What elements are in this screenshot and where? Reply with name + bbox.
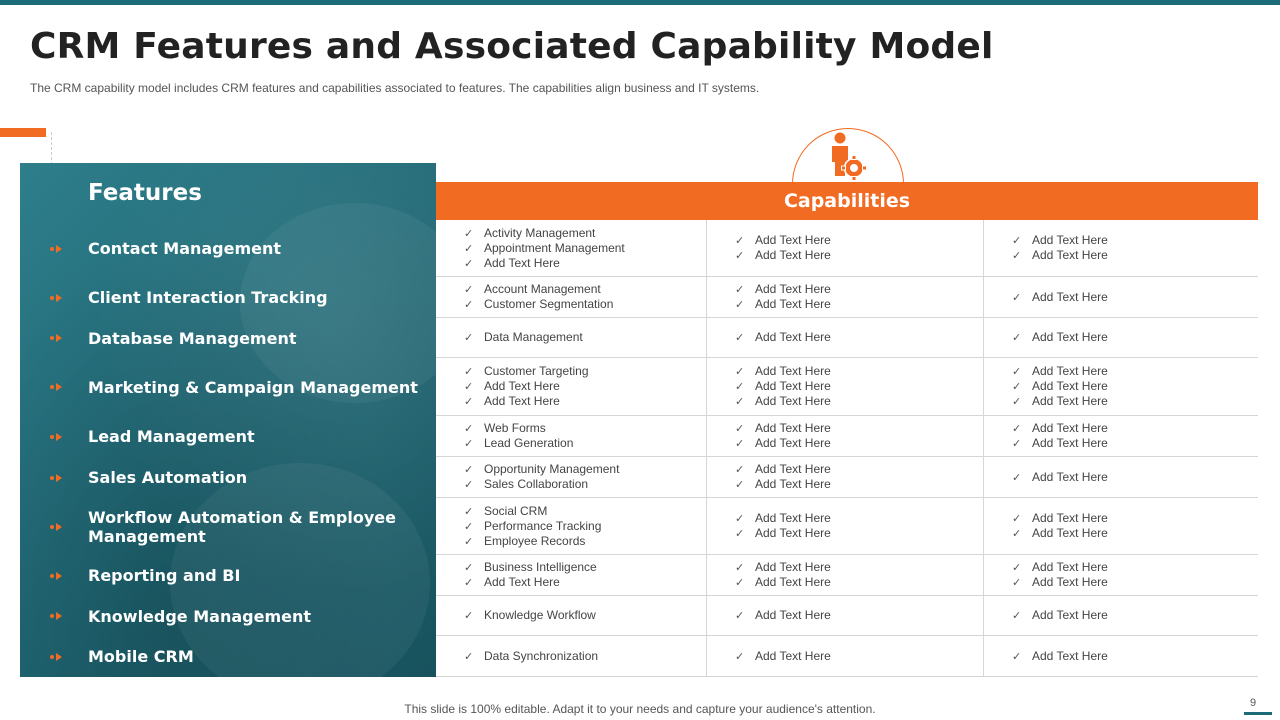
capability-cell <box>983 358 1258 415</box>
capability-text: Add Text Here <box>755 608 831 622</box>
check-icon: ✓ <box>1012 332 1022 344</box>
capability-cell <box>706 457 983 497</box>
capability-text: Add Text Here <box>1032 289 1108 304</box>
capability-item <box>735 379 983 394</box>
capability-text: Add Text Here <box>1032 648 1108 663</box>
capability-text: Add Text Here <box>755 248 831 262</box>
check-icon: ✓ <box>464 242 474 255</box>
check-icon: ✓ <box>735 396 745 408</box>
capability-cell <box>706 596 983 635</box>
capability-text: Add Text Here <box>755 364 831 378</box>
footer-note: This slide is 100% editable. Adapt it to your needs and capture your audience's attention. <box>404 702 876 716</box>
check-icon: ✓ <box>1012 528 1022 540</box>
capability-cell <box>436 318 706 357</box>
dot-arrow-icon <box>50 293 68 303</box>
check-icon: ✓ <box>464 366 474 378</box>
capability-cell <box>706 277 983 317</box>
feature-item <box>20 555 436 596</box>
dot-arrow-icon <box>50 382 68 392</box>
feature-item <box>20 596 436 636</box>
capability-item <box>735 436 983 451</box>
capability-cell <box>983 277 1258 317</box>
capability-item <box>464 394 706 409</box>
check-icon: ✓ <box>1012 423 1022 435</box>
capability-row <box>436 636 1258 677</box>
capability-item <box>1012 608 1258 623</box>
capability-item <box>464 379 706 394</box>
check-icon: ✓ <box>464 381 474 393</box>
capability-item <box>735 608 983 623</box>
check-icon: ✓ <box>464 423 474 435</box>
check-icon: ✓ <box>1012 381 1022 393</box>
capability-text: Add Text Here <box>755 575 831 589</box>
check-icon: ✓ <box>1012 610 1022 622</box>
feature-item <box>20 457 436 498</box>
check-icon: ✓ <box>1012 235 1022 247</box>
capability-item <box>464 241 706 256</box>
capability-text: Sales Collaboration <box>484 477 589 491</box>
feature-label: Mobile CRM <box>88 647 194 666</box>
check-icon: ✓ <box>1012 513 1022 525</box>
capability-item <box>464 519 706 534</box>
person-gear-icon <box>826 130 870 180</box>
feature-item <box>20 220 436 277</box>
check-icon: ✓ <box>464 464 474 476</box>
capability-item <box>464 575 706 590</box>
check-icon: ✓ <box>464 396 474 408</box>
capability-cell <box>983 636 1258 676</box>
feature-label: Reporting and BI <box>88 566 241 585</box>
capability-item <box>464 608 706 623</box>
capability-item <box>464 560 706 575</box>
capability-row <box>436 416 1258 457</box>
capability-text: Add Text Here <box>755 648 831 663</box>
dot-arrow-icon <box>50 473 68 483</box>
check-icon: ✓ <box>735 423 745 435</box>
capability-row <box>436 498 1258 555</box>
capability-text: Add Text Here <box>755 436 831 450</box>
dot-arrow-icon <box>50 652 68 662</box>
capability-item <box>1012 394 1258 409</box>
capability-item <box>464 256 706 271</box>
capability-item <box>1012 421 1258 436</box>
capability-cell <box>436 277 706 317</box>
capability-item <box>735 511 983 526</box>
capability-text: Add Text Here <box>1032 608 1108 622</box>
check-icon: ✓ <box>1012 650 1022 663</box>
capability-cell <box>983 220 1258 276</box>
check-icon: ✓ <box>735 562 745 574</box>
capability-item <box>1012 470 1258 485</box>
capability-item <box>735 477 983 492</box>
dot-arrow-icon <box>50 571 68 581</box>
capability-text: Add Text Here <box>1032 394 1108 408</box>
check-icon: ✓ <box>735 250 745 262</box>
check-icon: ✓ <box>735 610 745 622</box>
capability-item <box>735 526 983 541</box>
capability-item <box>735 330 983 345</box>
capability-text: Add Text Here <box>1032 330 1108 344</box>
capability-item <box>464 649 706 664</box>
capability-item <box>464 436 706 451</box>
capability-item <box>464 504 706 519</box>
capability-item <box>1012 526 1258 541</box>
capability-cell <box>436 498 706 554</box>
capability-item <box>735 421 983 436</box>
capability-cell <box>706 555 983 595</box>
feature-item <box>20 416 436 457</box>
capability-row <box>436 457 1258 498</box>
capability-text: Business Intelligence <box>484 560 597 574</box>
feature-label: Database Management <box>88 328 297 348</box>
capability-item <box>464 282 706 297</box>
capability-text: Add Text Here <box>1032 233 1108 247</box>
capability-item <box>464 297 706 312</box>
slide-title: CRM Features and Associated Capability Model <box>30 26 994 67</box>
check-icon: ✓ <box>735 235 745 247</box>
capability-item <box>1012 290 1258 305</box>
capability-cell <box>983 498 1258 554</box>
capability-text: Add Text Here <box>755 421 831 435</box>
capability-text: Add Text Here <box>1032 364 1108 378</box>
capability-text: Web Forms <box>484 421 546 435</box>
page-number: 9 <box>1250 697 1257 709</box>
check-icon: ✓ <box>735 577 745 589</box>
capability-text: Add Text Here <box>755 511 831 525</box>
capability-text: Performance Tracking <box>484 518 602 533</box>
capability-cell <box>436 596 706 635</box>
slide-subtitle: The CRM capability model includes CRM features and capabilities associated to features. The capabilities align business and IT systems. <box>30 81 760 95</box>
capability-text: Customer Segmentation <box>484 297 614 311</box>
feature-item <box>20 358 436 416</box>
capability-cell <box>706 498 983 554</box>
check-icon: ✓ <box>464 284 474 296</box>
orange-accent-tab <box>0 128 46 137</box>
capability-text: Add Text Here <box>1032 421 1108 435</box>
capability-text: Add Text Here <box>1032 560 1108 574</box>
capabilities-heading: Capabilities <box>783 190 911 212</box>
capability-item <box>1012 379 1258 394</box>
features-panel <box>20 163 436 677</box>
capability-item <box>464 226 706 241</box>
capability-text: Knowledge Workflow <box>484 608 596 622</box>
check-icon: ✓ <box>735 438 745 450</box>
check-icon: ✓ <box>1012 577 1022 589</box>
capability-item <box>735 364 983 379</box>
capability-item <box>464 330 706 345</box>
check-icon: ✓ <box>464 299 474 311</box>
capability-text: Add Text Here <box>1032 248 1108 262</box>
capability-item <box>1012 575 1258 590</box>
capability-row <box>436 596 1258 636</box>
capability-text: Add Text Here <box>1032 469 1108 484</box>
check-icon: ✓ <box>1012 438 1022 450</box>
capability-text: Social CRM <box>484 503 548 518</box>
check-icon: ✓ <box>1012 562 1022 574</box>
features-heading: Features <box>88 180 202 206</box>
dot-arrow-icon <box>50 244 68 254</box>
check-icon: ✓ <box>464 562 474 574</box>
check-icon: ✓ <box>464 535 474 548</box>
capability-cell <box>706 636 983 676</box>
capability-text: Add Text Here <box>1032 436 1108 450</box>
check-icon: ✓ <box>464 610 474 622</box>
capability-cell <box>436 416 706 456</box>
capability-item <box>1012 511 1258 526</box>
capability-text: Appointment Management <box>484 240 625 255</box>
capability-text: Account Management <box>484 282 601 296</box>
capability-cell <box>983 596 1258 635</box>
capability-cell <box>706 220 983 276</box>
capability-item <box>735 560 983 575</box>
check-icon: ✓ <box>735 332 745 344</box>
capability-text: Add Text Here <box>755 330 831 344</box>
capability-item <box>1012 649 1258 664</box>
capability-cell <box>706 416 983 456</box>
capability-text: Add Text Here <box>484 575 560 589</box>
capability-cell <box>983 555 1258 595</box>
check-icon: ✓ <box>735 381 745 393</box>
check-icon: ✓ <box>1012 366 1022 378</box>
dot-arrow-icon <box>50 522 68 532</box>
capability-item <box>735 282 983 297</box>
check-icon: ✓ <box>735 479 745 491</box>
check-icon: ✓ <box>1012 250 1022 262</box>
dot-arrow-icon <box>50 432 68 442</box>
check-icon: ✓ <box>735 513 745 525</box>
capability-item <box>735 233 983 248</box>
check-icon: ✓ <box>1012 471 1022 484</box>
capability-cell <box>706 318 983 357</box>
capability-text: Add Text Here <box>1032 526 1108 540</box>
check-icon: ✓ <box>735 366 745 378</box>
feature-label: Client Interaction Tracking <box>88 288 328 307</box>
capability-text: Add Text Here <box>755 477 831 491</box>
capability-item <box>1012 560 1258 575</box>
feature-label: Lead Management <box>88 427 255 446</box>
capability-row <box>436 358 1258 416</box>
check-icon: ✓ <box>1012 396 1022 408</box>
capability-text: Lead Generation <box>484 436 574 450</box>
capability-row <box>436 277 1258 318</box>
capability-item <box>735 297 983 312</box>
capability-item <box>735 394 983 409</box>
check-icon: ✓ <box>735 464 745 476</box>
capability-item <box>464 364 706 379</box>
feature-label: Workflow Automation & Employee Management <box>88 507 396 546</box>
capability-text: Customer Targeting <box>484 364 589 378</box>
check-icon: ✓ <box>464 577 474 589</box>
check-icon: ✓ <box>464 227 474 240</box>
capability-item <box>464 477 706 492</box>
feature-item <box>20 277 436 318</box>
capability-text: Add Text Here <box>755 282 831 296</box>
dot-arrow-icon <box>50 333 68 343</box>
capability-row <box>436 318 1258 358</box>
check-icon: ✓ <box>735 528 745 540</box>
feature-label: Knowledge Management <box>88 606 311 626</box>
capability-text: Activity Management <box>484 225 596 240</box>
capability-item <box>1012 330 1258 345</box>
capability-item <box>464 534 706 549</box>
check-icon: ✓ <box>1012 291 1022 304</box>
feature-label: Contact Management <box>88 239 282 258</box>
capability-text: Add Text Here <box>755 379 831 393</box>
capability-text: Add Text Here <box>484 255 560 270</box>
capability-text: Employee Records <box>484 533 586 548</box>
capability-cell <box>436 457 706 497</box>
check-icon: ✓ <box>735 299 745 311</box>
dot-arrow-icon <box>50 611 68 621</box>
capability-item <box>464 462 706 477</box>
check-icon: ✓ <box>464 438 474 450</box>
capability-text: Add Text Here <box>755 233 831 247</box>
top-accent-bar <box>0 0 1280 5</box>
capability-row <box>436 555 1258 596</box>
check-icon: ✓ <box>464 520 474 533</box>
capability-row <box>436 220 1258 277</box>
capability-item <box>1012 233 1258 248</box>
capability-text: Data Management <box>484 330 583 344</box>
capability-text: Add Text Here <box>755 394 831 408</box>
capability-item <box>735 462 983 477</box>
check-icon: ✓ <box>464 332 474 344</box>
feature-item <box>20 636 436 677</box>
capability-text: Data Synchronization <box>484 648 599 663</box>
feature-item <box>20 498 436 555</box>
capability-text: Add Text Here <box>755 297 831 311</box>
capability-text: Add Text Here <box>1032 379 1108 393</box>
feature-item <box>20 318 436 358</box>
capability-item <box>1012 436 1258 451</box>
capability-cell <box>436 358 706 415</box>
capability-text: Opportunity Management <box>484 462 620 476</box>
capability-text: Add Text Here <box>1032 511 1108 525</box>
check-icon: ✓ <box>464 257 474 270</box>
capability-cell <box>436 555 706 595</box>
page-number-underline <box>1244 712 1272 715</box>
capability-cell <box>706 358 983 415</box>
capability-text: Add Text Here <box>755 462 831 476</box>
capability-text: Add Text Here <box>1032 575 1108 589</box>
capability-text: Add Text Here <box>484 379 560 393</box>
capability-cell <box>983 318 1258 357</box>
capability-text: Add Text Here <box>755 526 831 540</box>
capability-text: Add Text Here <box>484 394 560 408</box>
check-icon: ✓ <box>464 650 474 663</box>
capability-item <box>1012 248 1258 263</box>
feature-label: Sales Automation <box>88 468 248 487</box>
capability-item <box>735 575 983 590</box>
capability-item <box>735 649 983 664</box>
capability-item <box>464 421 706 436</box>
capability-cell <box>436 220 706 276</box>
capability-item <box>1012 364 1258 379</box>
capability-item <box>735 248 983 263</box>
capability-cell <box>983 416 1258 456</box>
capabilities-header <box>436 182 1258 220</box>
check-icon: ✓ <box>464 505 474 518</box>
check-icon: ✓ <box>464 479 474 491</box>
check-icon: ✓ <box>735 284 745 296</box>
capability-cell <box>436 636 706 676</box>
feature-label: Marketing & Campaign Management <box>88 377 418 397</box>
capability-text: Add Text Here <box>755 560 831 574</box>
capability-cell <box>983 457 1258 497</box>
check-icon: ✓ <box>735 650 745 663</box>
